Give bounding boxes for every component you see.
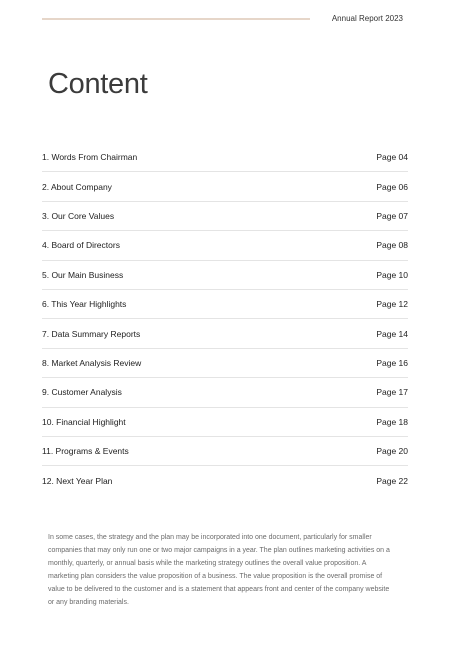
toc-item[interactable] bbox=[42, 290, 408, 319]
toc-item[interactable] bbox=[42, 143, 408, 172]
toc-item-label: 5. Our Main Business bbox=[42, 269, 124, 280]
toc-item-label: 10. Financial Highlight bbox=[42, 416, 126, 427]
toc-item-page: Page 07 bbox=[376, 210, 408, 221]
toc-item[interactable] bbox=[42, 231, 408, 260]
toc-item-page: Page 18 bbox=[376, 416, 408, 427]
toc-item-label: 11. Programs & Events bbox=[42, 446, 129, 457]
toc-item-page: Page 22 bbox=[376, 475, 408, 486]
toc-item-label: 12. Next Year Plan bbox=[42, 475, 113, 486]
toc-item[interactable] bbox=[42, 466, 408, 495]
toc-item-page: Page 16 bbox=[376, 357, 408, 368]
report-label: Annual Report 2023 bbox=[331, 14, 403, 23]
footer-description: In some cases, the strategy and the plan may be incorporated into one document, particularly for smaller companies that may only run one or two major campaigns in a year. The plan outlines marketing activities on a monthly, quarterly, or annual basis while the marketing strategy outlines the overall value proposition. A marketing plan considers the value proposition of a business. The value proposition is the overall promise of value to be delivered to the customer and is a statement that appears front and center of the company website or any branding materials. bbox=[48, 534, 390, 606]
toc-item[interactable] bbox=[42, 202, 408, 231]
toc-item[interactable] bbox=[42, 172, 408, 201]
toc-item-label: 4. Board of Directors bbox=[42, 240, 120, 251]
toc-item-page: Page 12 bbox=[376, 299, 408, 310]
toc-item-label: 2. About Company bbox=[42, 181, 112, 192]
toc-item[interactable] bbox=[42, 378, 408, 407]
toc-item-label: 9. Customer Analysis bbox=[42, 387, 122, 398]
toc-item-page: Page 20 bbox=[376, 446, 408, 457]
toc-item-page: Page 04 bbox=[376, 152, 408, 163]
toc-item-label: 8. Market Analysis Review bbox=[42, 357, 142, 368]
toc-item-label: 3. Our Core Values bbox=[42, 210, 115, 221]
toc-item-page: Page 06 bbox=[376, 181, 408, 192]
toc-item-label: 1. Words From Chairman bbox=[42, 152, 138, 163]
toc-item-page: Page 08 bbox=[376, 240, 408, 251]
toc-item[interactable] bbox=[42, 408, 408, 437]
toc-item[interactable] bbox=[42, 261, 408, 290]
table-of-contents bbox=[42, 143, 408, 496]
toc-item[interactable] bbox=[42, 437, 408, 466]
header-divider bbox=[42, 18, 310, 20]
toc-item-label: 6. This Year Highlights bbox=[42, 299, 127, 310]
toc-item-page: Page 10 bbox=[376, 269, 408, 280]
toc-item-label: 7. Data Summary Reports bbox=[42, 328, 141, 339]
toc-item-page: Page 17 bbox=[376, 387, 408, 398]
toc-item[interactable] bbox=[42, 349, 408, 378]
page-title: Content bbox=[48, 68, 148, 100]
toc-item[interactable] bbox=[42, 319, 408, 348]
toc-item-page: Page 14 bbox=[376, 328, 408, 339]
